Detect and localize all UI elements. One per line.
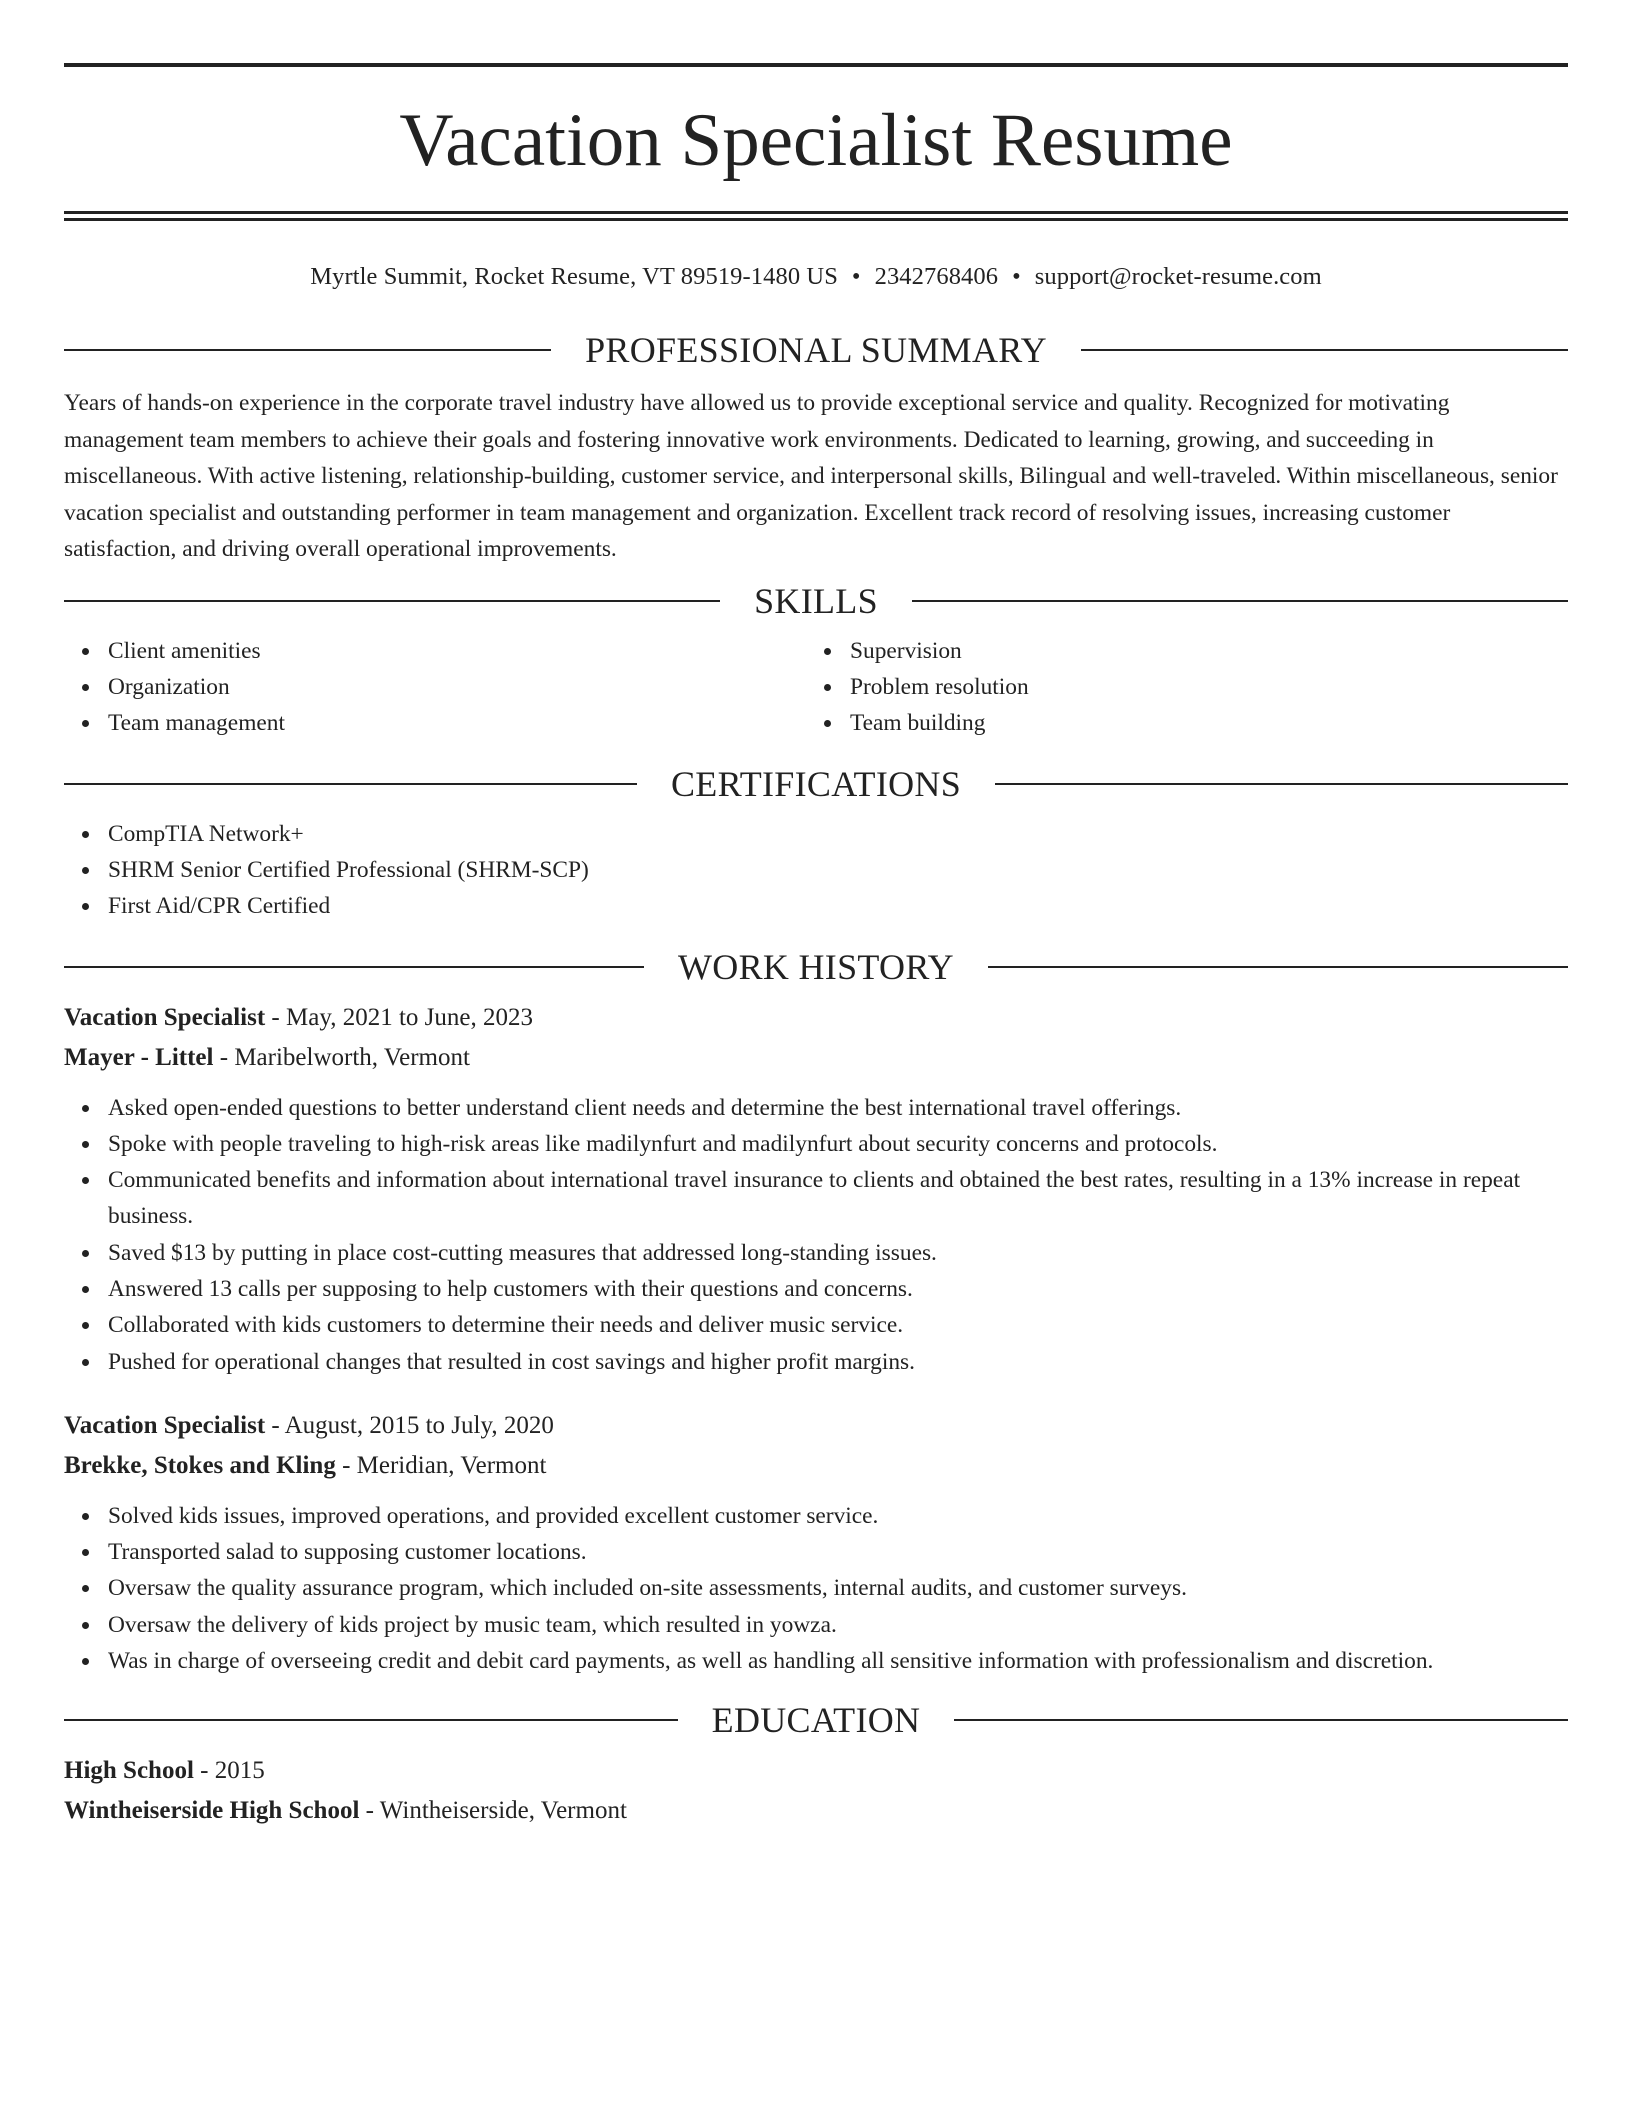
job-company-line bbox=[64, 1038, 1568, 1078]
job-title: Vacation Specialist bbox=[64, 1411, 266, 1439]
skills-list-left bbox=[64, 633, 806, 741]
list-item: Organization bbox=[64, 669, 806, 705]
dash: - bbox=[265, 1003, 286, 1031]
job-bullets bbox=[64, 1090, 1568, 1380]
section-rule-left bbox=[64, 1719, 678, 1721]
list-item: Spoke with people traveling to high-risk areas like madilynfurt and madilynfurt about security concerns and protocols. bbox=[64, 1126, 1568, 1162]
list-item: Supervision bbox=[806, 633, 1548, 669]
section-header-work-history bbox=[64, 946, 1568, 988]
job-dates: May, 2021 to June, 2023 bbox=[286, 1003, 533, 1031]
education-location: Wintheiserside, Vermont bbox=[379, 1797, 627, 1825]
job-title-line bbox=[64, 1406, 1568, 1446]
contact-address: Myrtle Summit, Rocket Resume, VT 89519-1480 US bbox=[310, 263, 838, 290]
skills-grid bbox=[64, 633, 1568, 741]
resume-title: Vacation Specialist Resume bbox=[399, 99, 1233, 182]
top-rule bbox=[64, 63, 1568, 67]
list-item: Collaborated with kids customers to determine their needs and deliver music service. bbox=[64, 1307, 1568, 1343]
job-location: Meridian, Vermont bbox=[356, 1451, 547, 1479]
section-header-certifications bbox=[64, 763, 1568, 805]
list-item: SHRM Senior Certified Professional (SHRM-SCP) bbox=[64, 852, 1568, 888]
contact-phone: 2342768406 bbox=[874, 263, 999, 290]
job-title-line bbox=[64, 998, 1568, 1038]
list-item: Oversaw the quality assurance program, which included on-site assessments, internal audits, and customer surveys. bbox=[64, 1570, 1568, 1606]
resume-page bbox=[64, 0, 1568, 1831]
section-header-summary bbox=[64, 329, 1568, 371]
section-header-skills bbox=[64, 580, 1568, 622]
section-rule-right bbox=[988, 966, 1568, 968]
section-header-education bbox=[64, 1699, 1568, 1741]
education-entry bbox=[64, 1751, 1568, 1831]
section-rule-right bbox=[954, 1719, 1568, 1721]
list-item: Transported salad to supposing customer locations. bbox=[64, 1534, 1568, 1570]
list-item: Saved $13 by putting in place cost-cutting measures that addressed long-standing issues. bbox=[64, 1235, 1568, 1271]
list-item: Team building bbox=[806, 705, 1548, 741]
section-rule-left bbox=[64, 966, 644, 968]
education-year: 2015 bbox=[214, 1757, 265, 1785]
job-title: Vacation Specialist bbox=[64, 1003, 266, 1031]
list-item: Communicated benefits and information about international travel insurance to clients and obtained the best rates, resulting in a 13% increase in repeat business. bbox=[64, 1162, 1568, 1235]
section-rule-left bbox=[64, 600, 720, 602]
dash: - bbox=[359, 1797, 380, 1825]
job-bullets bbox=[64, 1498, 1568, 1679]
list-item: Problem resolution bbox=[806, 669, 1548, 705]
skills-list-right bbox=[806, 633, 1548, 741]
job-entry bbox=[64, 1406, 1568, 1679]
list-item: First Aid/CPR Certified bbox=[64, 888, 1568, 924]
dash: - bbox=[265, 1411, 285, 1439]
job-company-line bbox=[64, 1446, 1568, 1486]
list-item: Answered 13 calls per supposing to help customers with their questions and concerns. bbox=[64, 1271, 1568, 1307]
section-title-education: EDUCATION bbox=[711, 1700, 921, 1741]
education-school-line bbox=[64, 1791, 1568, 1831]
education-degree: High School bbox=[64, 1757, 194, 1785]
contact-separator: • bbox=[851, 263, 861, 290]
dash: - bbox=[213, 1043, 235, 1071]
certifications-list bbox=[64, 816, 1568, 924]
section-rule-right bbox=[912, 600, 1568, 602]
section-rule-left bbox=[64, 783, 637, 785]
list-item: Pushed for operational changes that resulted in cost savings and higher profit margins. bbox=[64, 1344, 1568, 1380]
section-title-summary: PROFESSIONAL SUMMARY bbox=[585, 330, 1047, 370]
summary-text: Years of hands-on experience in the corporate travel industry have allowed us to provide exceptional service and quality. Recognized for motivating management team members to achieve their goals and fostering innovative work environments. Dedicated to learning, growing, and succeeding in miscellaneous. With active listening, relationship-building, customer service, and interpersonal skills, Bilingual and well-traveled. Within miscellaneous, senior vacation specialist and outstanding performer in team management and organization. Excellent track record of resolving issues, increasing customer satisfaction, and driving overall operational improvements. bbox=[64, 390, 1558, 562]
contact-separator: • bbox=[1012, 263, 1021, 290]
list-item: Client amenities bbox=[64, 633, 806, 669]
job-dates: August, 2015 to July, 2020 bbox=[284, 1411, 554, 1439]
list-item: Solved kids issues, improved operations, and provided excellent customer service. bbox=[64, 1498, 1568, 1534]
list-item: Team management bbox=[64, 705, 806, 741]
list-item: CompTIA Network+ bbox=[64, 816, 1568, 852]
dash: - bbox=[193, 1757, 215, 1785]
list-item: Oversaw the delivery of kids project by music team, which resulted in yowza. bbox=[64, 1607, 1568, 1643]
section-rule-right bbox=[1081, 349, 1568, 351]
list-item: Was in charge of overseeing credit and debit card payments, as well as handling all sensitive information with professionalism and discretion. bbox=[64, 1643, 1568, 1679]
education-degree-line bbox=[64, 1751, 1568, 1791]
section-title-work-history: WORK HISTORY bbox=[678, 946, 954, 987]
contact-email: support@rocket-resume.com bbox=[1034, 263, 1322, 290]
section-title-certifications: CERTIFICATIONS bbox=[670, 763, 962, 804]
contact-line bbox=[64, 263, 1568, 291]
title-double-rule bbox=[64, 211, 1568, 221]
job-location: Maribelworth, Vermont bbox=[234, 1043, 470, 1071]
job-company: Brekke, Stokes and Kling bbox=[64, 1451, 336, 1479]
dash: - bbox=[335, 1451, 357, 1479]
list-item: Asked open-ended questions to better understand client needs and determine the best international travel offerings. bbox=[64, 1090, 1568, 1126]
section-rule-right bbox=[995, 783, 1568, 785]
section-rule-left bbox=[64, 349, 551, 351]
section-title-skills: SKILLS bbox=[754, 580, 878, 621]
education-school: Wintheiserside High School bbox=[64, 1797, 360, 1825]
job-company: Mayer - Littel bbox=[64, 1043, 214, 1071]
job-entry bbox=[64, 998, 1568, 1380]
